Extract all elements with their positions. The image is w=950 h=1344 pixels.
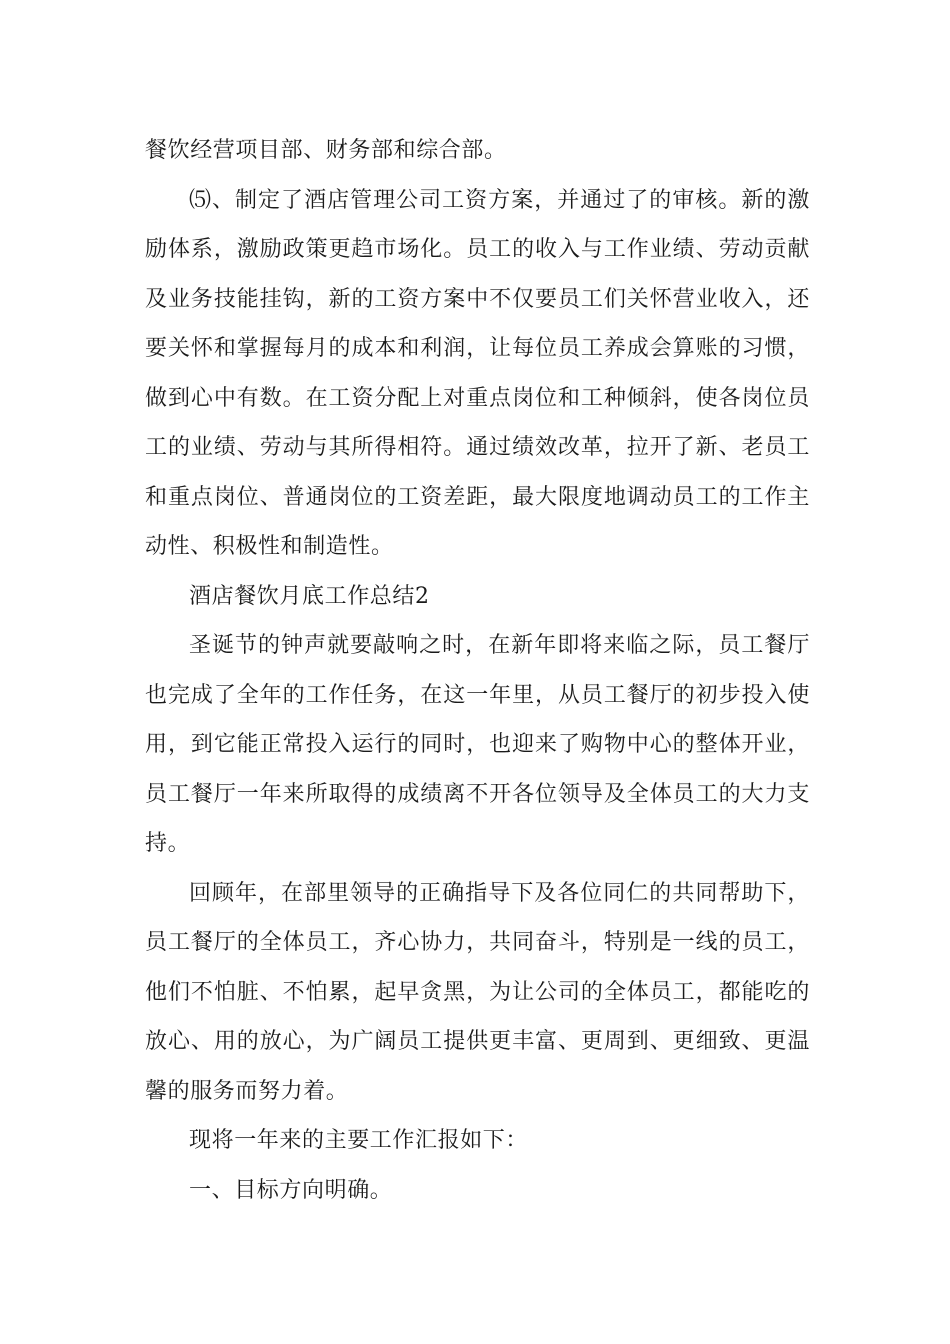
paragraph-intro: 圣诞节的钟声就要敲响之时，在新年即将来临之际，员工餐厅也完成了全年的工作任务，在这一年里，从员工餐厅的初步投入使用，到它能正常投入运行的同时，也迎来了购物中心的整体开业，员工餐厅一年来所取得的成绩离不开各位领导及全体员工的大力支持。 [145,633,810,856]
paragraph-item-one: 一、目标方向明确。 [189,1177,393,1203]
paragraph-salary-scheme: ⑸、制定了酒店管理公司工资方案，并通过了的审核。新的激励体系，激励政策更趋市场化。员工的收入与工作业绩、劳动贡献及业务技能挂钩，新的工资方案中不仅要员工们关怀营业收入，还要关怀和掌握每月的成本和利润，让每位员工养成会算账的习惯，做到心中有数。在工资分配上对重点岗位和工种倾斜，使各岗位员工的业绩、劳动与其所得相符。通过绩效改革，拉开了新、老员工和重点岗位、普通岗位的工资差距，最大限度地调动员工的工作主动性、积极性和制造性。 [145,187,810,559]
section-heading: 酒店餐饮月底工作总结2 [189,583,430,609]
paragraph-review: 回顾年，在部里领导的正确指导下及各位同仁的共同帮助下，员工餐厅的全体员工，齐心协力，共同奋斗，特别是一线的员工，他们不怕脏、不怕累，起早贪黑，为让公司的全体员工，都能吃的放心、用的放心，为广阔员工提供更丰富、更周到、更细致、更温馨的服务而努力着。 [145,880,810,1104]
paragraph-departments: 餐饮经营项目部、财务部和综合部。 [145,138,507,163]
paragraph-report-lead: 现将一年来的主要工作汇报如下： [189,1128,529,1153]
document-body [145,126,810,1215]
